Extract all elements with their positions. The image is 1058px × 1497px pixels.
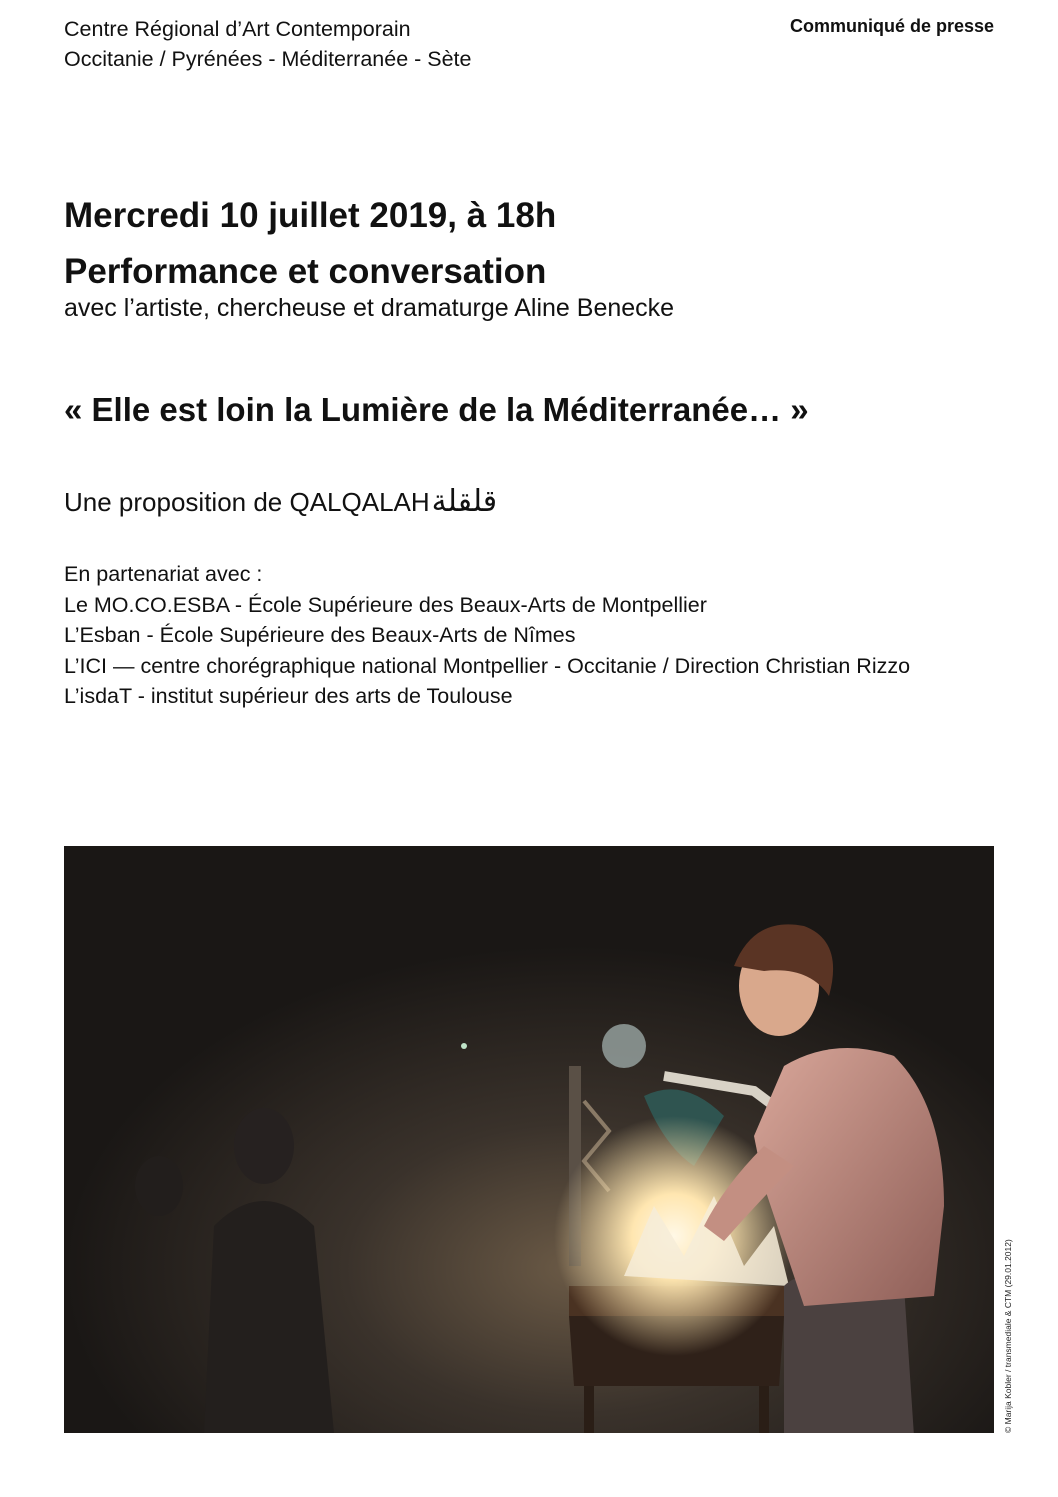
audience-silhouette [204, 1201, 334, 1433]
partner-item: L’Esban - École Supérieure des Beaux-Arts de Nîmes [64, 623, 576, 647]
organization-name [64, 14, 472, 74]
event-title: Performance et conversation [64, 252, 547, 291]
document-type-label: Communiqué de presse [789, 16, 994, 36]
audience-silhouette [135, 1156, 183, 1216]
photo-credit: © Marija Kobler / transmediale & CTM (29.01.2012) [1003, 1239, 1013, 1433]
proposal-arabic-text: قلقلة [431, 484, 498, 519]
event-quote-title: « Elle est loin la Lumière de la Méditerranée… » [64, 391, 809, 428]
event-date: Mercredi 10 juillet 2019, à 18h [64, 196, 557, 235]
proposal-text: Une proposition de QALQALAH [64, 487, 430, 517]
lens [602, 1024, 646, 1068]
partners-list [64, 559, 910, 712]
proposal-line [64, 484, 497, 520]
stray-light [461, 1043, 467, 1049]
partner-item: Le MO.CO.ESBA - École Supérieure des Beaux-Arts de Montpellier [64, 592, 707, 617]
audience-silhouette [234, 1108, 294, 1184]
partner-item: L’ICI — centre chorégraphique national Montpellier - Occitanie / Direction Christian Rizzo [64, 653, 911, 678]
org-line-1: Centre Régional d’Art Contemporain [64, 17, 411, 41]
performance-photo [64, 846, 994, 1433]
org-line-2: Occitanie / Pyrénées - Méditerranée - Sète [64, 47, 472, 71]
partner-item: L’isdaT - institut supérieur des arts de Toulouse [64, 684, 513, 708]
event-artist-line: avec l’artiste, chercheuse et dramaturge Aline Benecke [64, 294, 675, 322]
table-leg [759, 1386, 769, 1433]
table-leg [584, 1386, 594, 1433]
partners-heading: En partenariat avec : [64, 562, 263, 586]
